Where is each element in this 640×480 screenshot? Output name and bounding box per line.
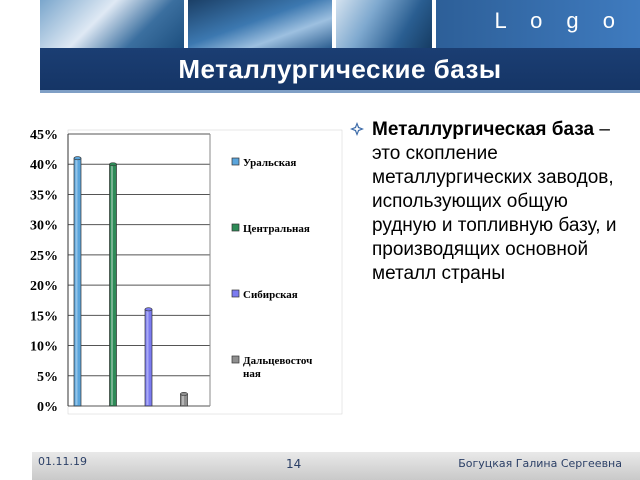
- y-tick-label: 35%: [30, 188, 58, 204]
- bar-highlight: [147, 310, 149, 405]
- legend-label: Сибирская: [243, 289, 298, 301]
- diamond-bullet-icon: [350, 122, 364, 136]
- header-photo: [40, 0, 188, 48]
- legend-label: Центральная: [243, 223, 310, 235]
- bar-cap: [110, 163, 117, 166]
- bar-cap: [145, 308, 152, 311]
- bar-highlight: [111, 165, 113, 405]
- chart-border: [68, 130, 342, 414]
- header-photo: [336, 0, 436, 48]
- definition-text: [372, 118, 620, 286]
- y-tick-label: 20%: [30, 279, 58, 295]
- y-tick-label: 25%: [30, 248, 58, 264]
- title-divider: [40, 90, 640, 93]
- bar-highlight: [76, 159, 78, 405]
- y-tick-label: 10%: [30, 339, 58, 355]
- logo: L o g o: [494, 8, 624, 33]
- header-band: [0, 0, 640, 48]
- bar-cap: [181, 392, 188, 395]
- legend-label: Дальцевосточ: [243, 355, 313, 367]
- y-tick-label: 30%: [30, 218, 58, 234]
- definition: – это скопление металлургических заводов, использующих общую рудную и топливную базу, и производящих основной металл страны: [372, 119, 617, 284]
- title-bar: [40, 48, 640, 90]
- y-tick-label: 0%: [37, 400, 58, 415]
- y-tick-label: 5%: [37, 369, 58, 385]
- legend-label: ная: [243, 368, 261, 380]
- legend-swatch: [232, 158, 239, 165]
- legend-swatch: [232, 290, 239, 297]
- y-tick-label: 45%: [30, 128, 58, 143]
- footer-date: 01.11.19: [38, 455, 87, 468]
- slide-title: Металлургические базы: [178, 54, 502, 84]
- term: Металлургическая база: [372, 119, 595, 140]
- definition-block: [350, 118, 620, 286]
- logo-block: [436, 0, 640, 48]
- header-photo: [188, 0, 336, 48]
- bullet-item: [350, 118, 620, 286]
- footer: [32, 452, 640, 480]
- y-tick-label: 15%: [30, 309, 58, 325]
- legend-swatch: [232, 224, 239, 231]
- bar-chart: [30, 128, 343, 415]
- chart-canvas: [30, 128, 343, 415]
- footer-author: Богуцкая Галина Сергеевна: [458, 457, 622, 470]
- y-tick-label: 40%: [30, 158, 58, 174]
- bar-highlight: [182, 395, 184, 405]
- legend-swatch: [232, 356, 239, 363]
- bar-cap: [74, 157, 81, 160]
- page-number: 14: [286, 457, 302, 471]
- legend-label: Уральская: [243, 157, 297, 169]
